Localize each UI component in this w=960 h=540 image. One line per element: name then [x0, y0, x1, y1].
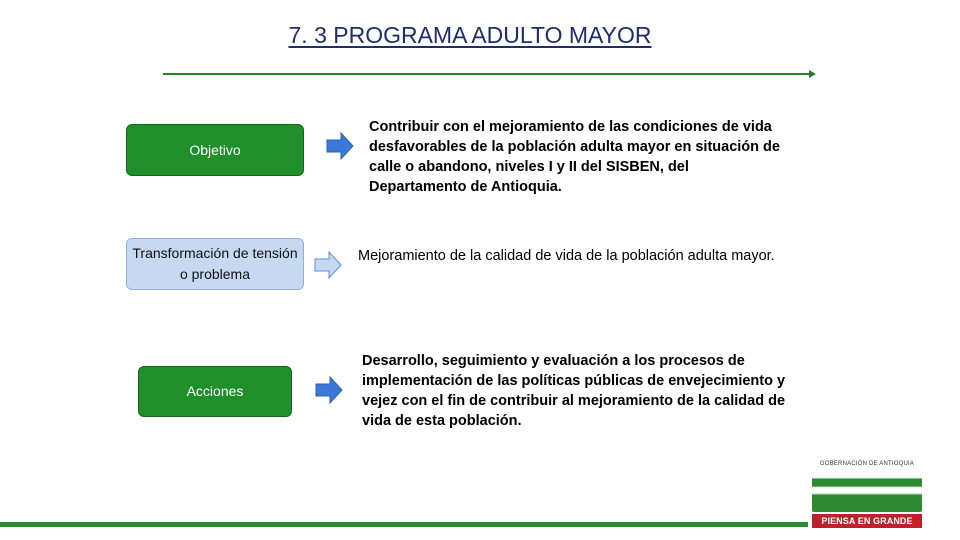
antioquia-flag-icon	[812, 470, 922, 512]
title-divider	[163, 73, 811, 75]
acciones-box	[138, 366, 292, 417]
objetivo-box	[126, 124, 304, 176]
footer-divider	[0, 522, 808, 527]
page-title: 7. 3 PROGRAMA ADULTO MAYOR	[288, 22, 652, 48]
arrow-right-icon	[313, 250, 343, 280]
transformacion-label: Transformación de tensión o problema	[132, 245, 298, 282]
logo-slogan: PIENSA EN GRANDE	[812, 514, 922, 528]
logo-top-text: GOBERNACIÓN DE ANTIOQUIA	[819, 461, 915, 467]
acciones-description: Desarrollo, seguimiento y evaluación a los procesos de implementación de las políticas públicas de envejecimiento y vejez con el fin de contribuir al mejoramiento de la calidad de vida de esta población.	[362, 353, 786, 429]
acciones-label: Acciones	[186, 383, 244, 399]
arrow-right-icon	[325, 131, 355, 161]
arrow-right-icon	[314, 375, 344, 405]
objetivo-label: Objetivo	[189, 141, 241, 158]
transformacion-box	[126, 238, 304, 290]
transformacion-description: Mejoramiento de la calidad de vida de la población adulta mayor.	[358, 248, 775, 264]
gobernacion-logo	[812, 458, 922, 530]
title-divider-arrowhead	[809, 70, 816, 78]
objetivo-description: Contribuir con el mejoramiento de las condiciones de vida desfavorables de la población adulta mayor en situación de calle o abandono, niveles I y II del SISBEN, del Departamento de Antioquia.	[369, 119, 780, 195]
